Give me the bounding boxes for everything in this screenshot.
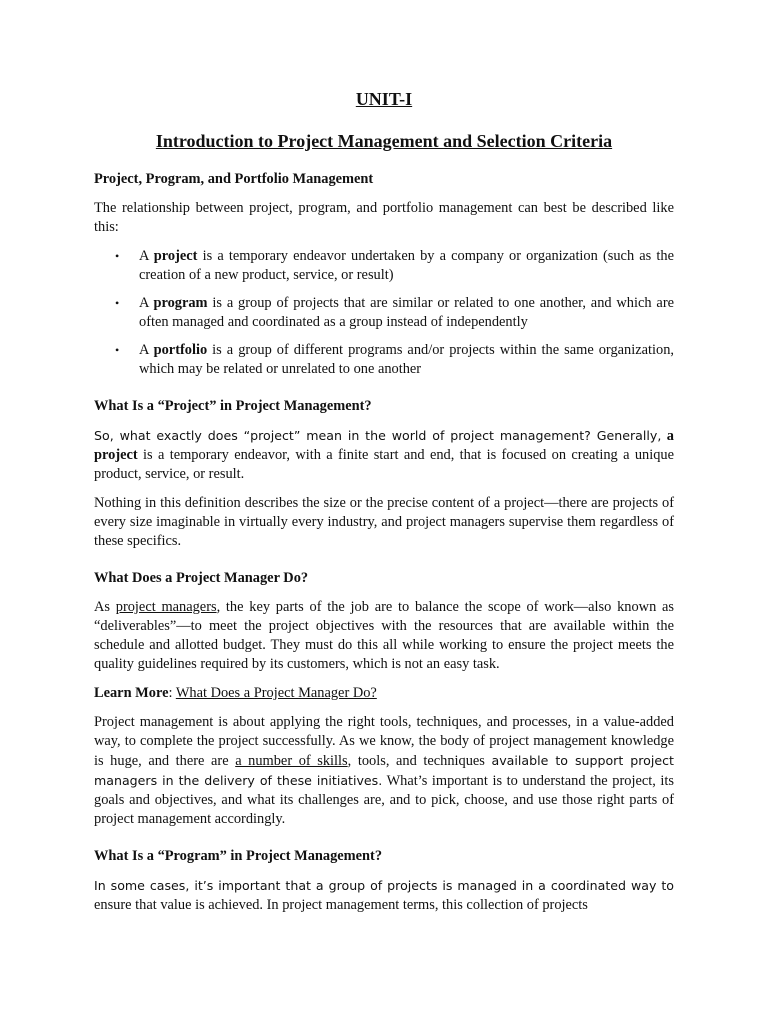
list-item-program: • A program is a group of projects that are similar or related to one another, and which are often managed and coordinated as a group instead of independently bbox=[115, 295, 674, 330]
bullet-icon: • bbox=[115, 249, 120, 263]
project-managers-link[interactable]: project managers bbox=[115, 599, 217, 615]
definition-list bbox=[94, 247, 674, 379]
term-program: program bbox=[153, 295, 208, 311]
term-portfolio: portfolio bbox=[153, 342, 208, 358]
term-project: project bbox=[153, 248, 198, 264]
list-item-project: • A project is a temporary endeavor undertaken by a company or organization (such as the creation of a new product, service, or result) bbox=[115, 248, 674, 283]
pm-role-paragraph: As project managers, the key parts of the job are to balance the scope of work—also known as “deliverables”—to meet the project objectives with the resources that are available within the schedule and allotted budget. They must do this all while working to ensure the project meets the quality guidelines required by its customers, which is not an easy task. bbox=[94, 599, 674, 672]
project-definition-paragraph: So, what exactly does “project” mean in the world of project management? Generally, a project is a temporary endeavor, with a finite start and end, that is focused on creating a unique product, service, or result. bbox=[94, 428, 674, 482]
document-title: Introduction to Project Management and Selection Criteria bbox=[155, 131, 613, 151]
list-item-portfolio: • A portfolio is a group of different programs and/or projects within the same organization, which may be related or unrelated to one another bbox=[115, 342, 674, 377]
unit-heading: UNIT-I bbox=[355, 89, 413, 109]
section-heading-ppp: Project, Program, and Portfolio Management bbox=[94, 171, 374, 187]
bullet-icon: • bbox=[115, 343, 120, 357]
learn-more-line: Learn More: What Does a Project Manager Do? bbox=[94, 685, 377, 701]
project-size-paragraph: Nothing in this definition describes the size or the precise content of a project—there are projects of every size imaginable in virtually every industry, and project managers supervise them regardless of these specifics. bbox=[94, 495, 674, 549]
bullet-icon: • bbox=[115, 296, 120, 310]
skills-link[interactable]: a number of skills bbox=[235, 753, 348, 769]
intro-paragraph: The relationship between project, program, and portfolio management can best be described like this: bbox=[94, 200, 674, 235]
pm-skills-paragraph: Project management is about applying the right tools, techniques, and processes, in a value-added way, to complete the project successfully. As we know, the body of project management knowledge is huge, and there are a number of skills, tools, and techniques available to support project managers in the delivery of these initiatives. What’s important is to understand the project, its goals and objectives, and what its challenges are, and to pick, choose, and use those right parts of project management accordingly. bbox=[94, 714, 674, 827]
section-heading-project: What Is a “Project” in Project Management? bbox=[94, 398, 372, 414]
section-heading-pm-role: What Does a Project Manager Do? bbox=[94, 570, 309, 586]
document-page bbox=[94, 88, 674, 925]
program-paragraph: In some cases, it’s important that a group of projects is managed in a coordinated way to ensure that value is achieved. In project management terms, this collection of projects bbox=[94, 878, 674, 913]
learn-more-label: Learn More bbox=[94, 685, 169, 701]
learn-more-link[interactable]: What Does a Project Manager Do? bbox=[175, 685, 377, 701]
section-heading-program: What Is a “Program” in Project Management? bbox=[94, 848, 383, 864]
